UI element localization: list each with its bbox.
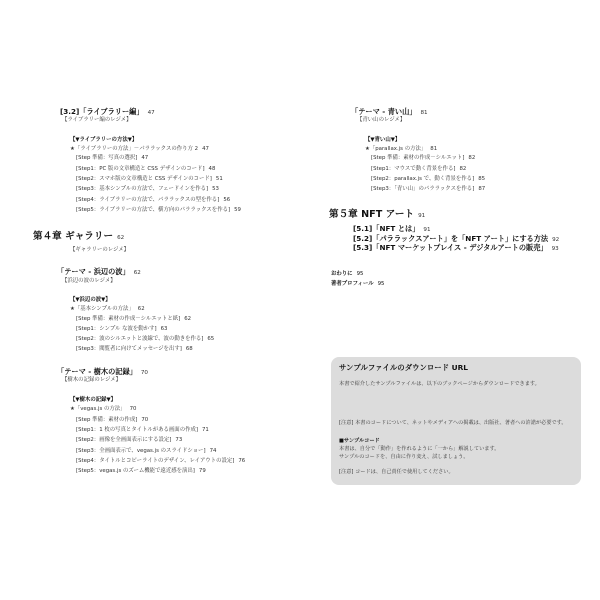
toc-step-entry [76,326,167,333]
toc-step-page: 74 [209,448,217,454]
toc-step-text: [Step2：スマホ版の文章構造と CSS デザインのコード] [76,176,212,182]
toc-step-entry [76,176,223,183]
tree-page: 70 [140,370,148,376]
chapter-5-item-page: 92 [552,237,560,243]
beach-header: 【▼浜辺の波▼】 [70,297,111,303]
mountain-star-entry [365,146,437,153]
toc-step-text: [Step3：「青い山」のパララックスを作る] [371,186,475,192]
toc-step-page: 76 [238,458,246,464]
download-notice: [注意] 本書のコードについて、ネットやメディアへの掲載は、出版社、著者への許諾が必要です。 [339,420,567,426]
toc-step-page: 56 [223,197,231,203]
toc-step-entry [76,468,206,475]
lib-method-star-page: 47 [202,146,209,152]
chapter-4-summary: 【ギャラリーのレジメ】 [70,247,130,253]
mountain-title: 「テーマ - 青い山」 [351,107,417,116]
toc-step-page: 71 [201,427,209,433]
chapter-5-item-page: 91 [423,227,431,233]
section-3-2-title: [3.2]「ライブラリー編」 [60,107,144,116]
toc-step-text: [Step2：parallax.js で、動く背景を作る] [371,176,475,182]
toc-step-page: 63 [160,326,168,332]
toc-step-page: 85 [478,176,486,182]
lib-method-star-entry [70,146,209,153]
toc-step-entry [76,448,216,455]
toc-step-page: 59 [234,207,241,213]
toc-step-text: [Step2：波のシルエットと波線で、波の動きを作る] [76,336,204,342]
mountain-summary: 【青い山のレジメ】 [357,117,406,123]
mountain-star-text: ★「parallax.js の方法」 [365,146,427,152]
toc-step-page: 70 [141,417,149,423]
download-notice: [注意] コードは、自己責任で使用してください。 [339,469,454,475]
toc-step-entry [76,166,215,173]
chapter-4-page: 62 [117,235,125,241]
chapter-5-item-page: 93 [551,246,559,252]
beach-star-entry [70,306,145,313]
chapter-5-item-text: [5.2]「パララックスアート」を「NFT アート」にする方法 [353,234,549,243]
toc-step-entry [76,458,245,465]
afterword-page: 95 [356,271,364,277]
chapter-5-item-text: [5.3]「NFT マーケットプレイス - デジタルアートの販売」 [353,243,548,252]
toc-step-text: [Step 準備：素材の作成] [76,417,138,423]
toc-step-text: [Step 準備：写真の選択] [76,155,138,161]
download-line: 本書は、自分で「動作」を作れるように「一から」解説しています。 [339,446,500,452]
toc-step-text: [Step 準備：素材の作成－シルエット] [371,155,465,161]
chapter-5-title: 第５章 NFT アート [329,209,415,220]
toc-step-text: [Step1：シンプル な波を動かす] [76,326,157,332]
mountain-header: 【▼青い山▼】 [365,137,401,143]
profile-page: 95 [377,281,385,287]
toc-step-page: 48 [208,166,216,172]
toc-step-entry [76,346,193,353]
chapter-5-item [353,243,559,254]
afterword-text: おわりに [331,271,353,277]
toc-step-entry [371,186,485,193]
toc-step-page: 65 [207,336,215,342]
profile-text: 著者プロフィール [331,281,374,287]
toc-step-page: 62 [184,316,192,322]
toc-step-text: [Step3：基本シンプルの方法で、フェードインを作る] [76,186,209,192]
chapter-5-page: 91 [418,213,426,219]
chapter-5-item-text: [5.1]「NFT とは」 [353,224,420,233]
toc-step-entry [76,186,219,193]
section-3-2-page: 47 [147,110,155,116]
toc-step-entry [76,155,148,162]
lib-method-star-text: ★「ライブラリーの方法」－パララックスの作り方 2 [70,146,199,152]
toc-step-page: 82 [459,166,467,172]
tree-star-entry [70,406,136,413]
afterword-entry [331,271,363,278]
beach-star-text: ★「基本シンプルの方法」 [70,306,134,312]
beach-title: 「テーマ - 浜辺の波」 [57,267,130,276]
tree-star-page: 70 [129,406,137,412]
download-title: サンプルファイルのダウンロード URL [339,363,469,372]
section-3-2-summary: 【ライブラリー編のレジメ】 [62,117,132,123]
toc-step-page: 79 [198,468,206,474]
download-line: 本書で紹介したサンプルファイルは、以下のブックページからダウンロードできます。 [339,381,540,387]
toc-step-text: [Step3：全画面表示で、vegas.js のスライドショー] [76,448,206,454]
toc-step-text: [Step 準備：素材の作成－シルエットと紙] [76,316,181,322]
toc-step-page: 68 [185,346,193,352]
tree-header: 【▼樹木の記録▼】 [70,397,117,403]
lib-method-header: 【▼ライブラリーの方法▼】 [70,137,138,143]
toc-step-entry [371,166,466,173]
beach-summary: 【浜辺の波のレジメ】 [62,278,116,284]
chapter-5-heading [329,209,425,222]
toc-step-text: [Step5：vegas.js のズーム機能で遠近感を演出] [76,468,195,474]
toc-step-entry [371,155,475,162]
toc-step-entry [76,197,230,204]
toc-step-page: 87 [478,186,486,192]
mountain-page: 81 [420,110,428,116]
chapter-4-heading [33,231,124,244]
toc-step-text: [Step1：1 枚の写真とタイトルがある画面の作成] [76,427,198,433]
toc-step-page: 82 [468,155,476,161]
beach-page: 62 [133,270,141,276]
toc-step-text: [Step1：PC 版の文章構造と CSS デザインのコード] [76,166,205,172]
toc-step-text: [Step4：ライブラリーの方法で、パララックスの型を作る] [76,197,220,203]
toc-step-text: [Step5：ライブラリーの方法で、横方向のパララックスを作る] [76,207,231,213]
sample-code-heading: ■サンプルコード [339,438,380,444]
toc-step-entry [76,207,241,214]
beach-star-page: 62 [137,306,145,312]
toc-step-text: [Step1：マウスで動く背景を作る] [371,166,456,172]
tree-star-text: ★「vegas.js の方法」 [70,406,126,412]
beach-heading [57,267,141,278]
toc-step-entry [76,417,148,424]
toc-step-page: 51 [215,176,223,182]
toc-step-entry [371,176,485,183]
mountain-star-page: 81 [430,146,438,152]
toc-step-text: [Step2：画像を全画面表示にする設定] [76,437,172,443]
toc-step-entry [76,336,214,343]
toc-step-page: 47 [141,155,149,161]
toc-step-page: 53 [212,186,219,192]
tree-title: 「テーマ - 樹木の記録」 [57,367,137,376]
toc-step-text: [Step3：閲覧者に向けてメッセージを出す] [76,346,182,352]
profile-entry [331,281,384,288]
toc-step-text: [Step4：タイトルとコピーライトのデザイン、レイアウトの設定] [76,458,235,464]
tree-summary: 【樹木の記録のレジメ】 [62,377,122,383]
download-line: サンプルのコードを、自由に作り変え、試しましょう。 [339,454,469,460]
chapter-4-title: 第４章 ギャラリー [33,231,114,242]
toc-step-entry [76,316,191,323]
toc-step-entry [76,427,209,434]
toc-step-page: 73 [175,437,183,443]
toc-step-entry [76,437,182,444]
